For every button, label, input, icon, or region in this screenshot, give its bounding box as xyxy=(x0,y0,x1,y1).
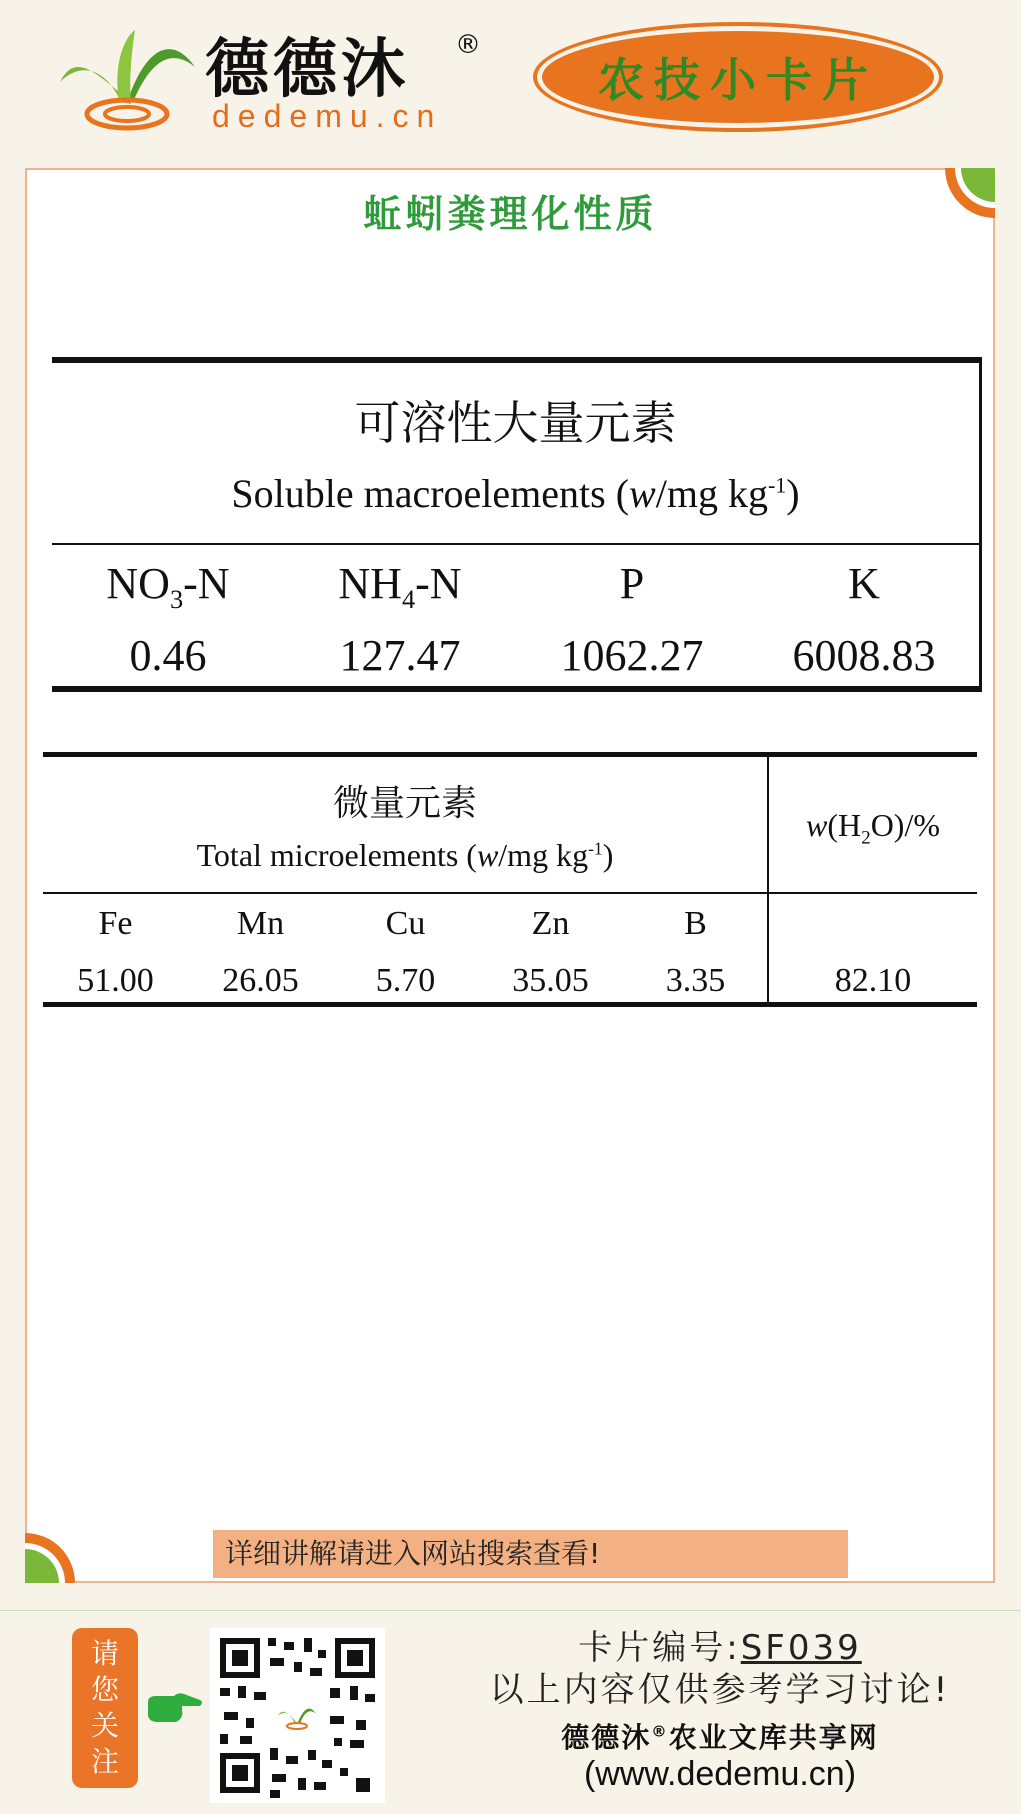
table-cell: 35.05 xyxy=(512,962,589,999)
column-header: K xyxy=(848,559,880,608)
column-header: Cu xyxy=(385,905,426,942)
table-cell: 0.46 xyxy=(129,631,207,680)
table2-title-en: Total microelements (w/mg $kg^{-1}$) xyxy=(196,837,614,873)
category-badge xyxy=(533,22,943,132)
badge-label: 农技小卡片 xyxy=(542,31,934,123)
microelements-table xyxy=(43,752,977,1007)
table-cell: 127.47 xyxy=(339,631,461,680)
column-header: B xyxy=(684,905,707,942)
macroelements-table xyxy=(52,357,982,692)
column-header: Fe xyxy=(98,905,133,942)
table-cell: 51.00 xyxy=(77,962,154,999)
follow-badge[interactable]: 请 您 关 注 xyxy=(72,1628,138,1788)
table-cell: 6008.83 xyxy=(792,631,936,680)
brand-name: 德德沐 xyxy=(205,33,409,107)
table2-title-zh: 微量元素 xyxy=(332,783,477,823)
column-header: $NO_3-N$ xyxy=(106,559,230,614)
qr-code-icon[interactable] xyxy=(210,1628,385,1803)
column-header: P xyxy=(619,559,645,608)
pointing-hand-icon xyxy=(144,1688,204,1728)
table-cell: 1062.27 xyxy=(560,631,704,680)
disclaimer: 以上内容仅供参考学习讨论! xyxy=(489,1670,951,1710)
water-content-header: $w(H_2O)/\%$ xyxy=(805,807,940,849)
water-content-value: 82.10 xyxy=(834,962,912,999)
table1-title-zh: 可溶性大量元素 xyxy=(354,398,677,449)
registered-mark: ® xyxy=(455,30,481,60)
site-url-link[interactable]: (www.dedemu.cn) xyxy=(583,1755,857,1793)
table-cell: 5.70 xyxy=(375,962,436,999)
footer-divider xyxy=(0,1610,1021,1611)
card-number: 卡片编号:SF039 xyxy=(578,1628,862,1668)
column-header: Mn xyxy=(236,905,285,942)
corner-decoration-icon xyxy=(25,1527,81,1583)
column-header: Zn xyxy=(531,905,570,942)
column-header: $NH_4-N$ xyxy=(338,559,462,614)
site-name: 德德沐®农业文库共享网 xyxy=(561,1721,879,1754)
brand-logo-icon xyxy=(55,22,200,137)
card-title: 蚯蚓粪理化性质 xyxy=(363,192,658,236)
brand-url: dedemu.cn xyxy=(212,98,443,134)
table-cell: 3.35 xyxy=(665,962,726,999)
table-cell: 26.05 xyxy=(222,962,299,999)
table1-title-en: Soluble macroelements (w/mg $kg^{-1}$) xyxy=(231,471,800,516)
website-notice[interactable]: 详细讲解请进入网站搜索查看! xyxy=(213,1530,848,1578)
